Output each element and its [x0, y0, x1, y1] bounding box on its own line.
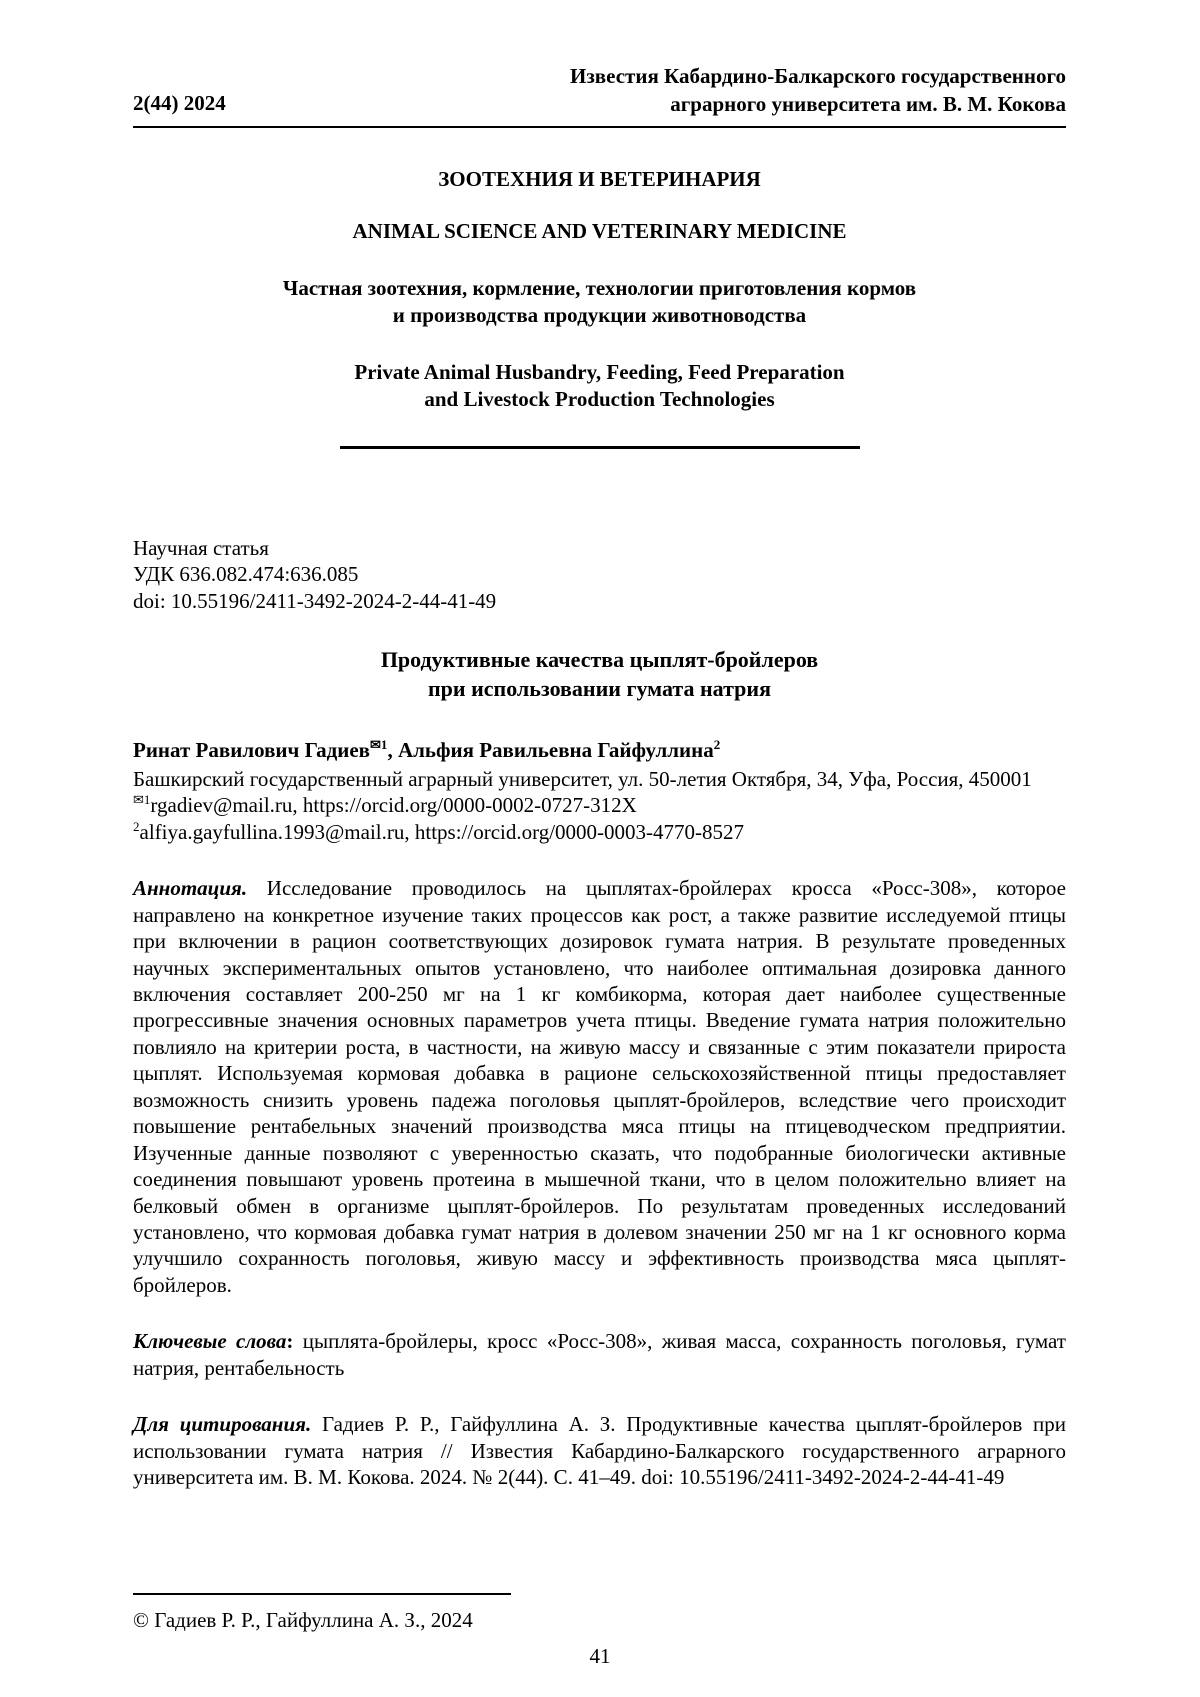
article-title-line1: Продуктивные качества цыплят-бройлеров — [380, 647, 819, 673]
citation — [133, 1411, 1066, 1490]
copyright-line: © Гадиев Р. Р., Гайфуллина А. З., 2024 — [133, 1607, 473, 1632]
article-title — [133, 646, 1066, 703]
authors-separator: , — [387, 738, 398, 763]
contact1-superscript: ✉1 — [133, 792, 151, 808]
contact-line-1 — [133, 792, 1066, 818]
footer-rule — [133, 1593, 511, 1595]
section-title-en: ANIMAL SCIENCE AND VETERINARY MEDICINE — [352, 219, 847, 244]
issue-number: 2(44) 2024 — [133, 91, 226, 116]
contact-line-2 — [133, 819, 1066, 845]
keywords-text: цыплята-бройлеры, кросс «Росс-308», живая масса, сохранность поголовья, гумат натрия, рентабельность — [133, 1329, 1066, 1380]
keywords-label: Ключевые слова — [133, 1329, 287, 1354]
article-meta — [133, 535, 1066, 614]
affiliation: Башкирский государственный аграрный университет, ул. 50-летия Октября, 34, Уфа, Россия, 450001 — [133, 766, 1032, 791]
contact2-superscript: 2 — [133, 818, 140, 834]
contact2-email-orcid[interactable]: alfiya.gayfullina.1993@mail.ru, https://orcid.org/0000-0003-4770-8527 — [139, 819, 745, 844]
section-title-ru: ЗООТЕХНИЯ И ВЕТЕРИНАРИЯ — [438, 166, 761, 191]
page-header — [133, 62, 1066, 119]
keywords-colon: : — [286, 1329, 294, 1354]
author2-name: Альфия Равильевна Гайфуллина — [397, 738, 714, 763]
journal-title-line2: аграрного университета им. В. М. Кокова — [670, 92, 1066, 117]
abstract-label: Аннотация. — [133, 876, 248, 901]
contact1-email-orcid[interactable]: rgadiev@mail.ru, https://orcid.org/0000-0002-0727-312X — [150, 793, 637, 818]
header-rule — [133, 126, 1066, 128]
journal-title — [570, 62, 1066, 119]
subsection-ru-line1: Частная зоотехния, кормление, технологии приготовления кормов — [282, 275, 917, 300]
author1-superscript: ✉1 — [370, 737, 388, 753]
citation-text: Гадиев Р. Р., Гайфуллина А. З. Продуктивные качества цыплят-бройлеров при использовании гумата натрия // Известия Кабардино-Балкарского государственного аграрного университета им. В. М. Кокова. 2024. № 2(44). С. 41–49. doi: 10.55196/2411-3492-2024-2-44-41-49 — [133, 1412, 1066, 1490]
udc-number: УДК 636.082.474:636.085 — [133, 562, 359, 587]
citation-label: Для цитирования. — [133, 1412, 312, 1437]
author2-superscript: 2 — [713, 737, 721, 753]
keywords — [133, 1328, 1066, 1381]
doi-line: doi: 10.55196/2411-3492-2024-2-44-41-49 — [133, 588, 497, 613]
author1-name: Ринат Равилович Гадиев — [133, 738, 371, 763]
subsection-en-line2: and Livestock Production Technologies — [424, 387, 775, 412]
abstract-text: Исследование проводилось на цыплятах-бройлерах кросса «Росс-308», которое направлено на конкретное изучение таких процессов как рост, а также развитие исследуемой птицы при включении в рацион соответствующих дозировок гумата натрия. В результате проведенных научных экспериментальных опытов установлено, что наиболее оптимальная дозировка данного включения составляет 200-250 мг на 1 кг комбикорма, которая дает наиболее существенные прогрессивные значения основных параметров учета птицы. Введение гумата натрия положительно повлияло на критерии роста, в частности, на живую массу и связанные с этим показатели прироста цыплят. Используемая кормовая добавка в рационе сельскохозяйственной птицы предоставляет возможность снизить уровень падежа поголовья цыплят-бройлеров, вследствие чего происходит повышение рентабельных значений производства мяса птицы на птицеводческом предприятии. Изученные данные позволяют с уверенностью сказать, что подобранные биологически активные соединения повышают уровень протеина в мышечной ткани, что в целом положительно влияет на белковый обмен в организме цыплят-бройлеров. По результатам проведенных исследований установлено, что кормовая добавка гумат натрия в долевом значении 250 мг на 1 кг основного корма улучшило сохранность поголовья, живую массу и эффективность производства мяса цыплят-бройлеров. — [133, 876, 1066, 1297]
article-title-line2: при использовании гумата натрия — [428, 675, 771, 701]
subsection-title-ru — [133, 275, 1066, 330]
abstract — [133, 875, 1066, 1298]
subsection-title-en — [133, 359, 1066, 414]
subsection-en-line1: Private Animal Husbandry, Feeding, Feed Preparation — [354, 360, 845, 385]
article-type: Научная статья — [133, 535, 269, 560]
subsection-ru-line2: и производства продукции животноводства — [392, 302, 807, 327]
journal-title-line1: Известия Кабардино-Балкарского государственного — [570, 64, 1066, 88]
page-number: 41 — [589, 1643, 611, 1668]
section-divider — [340, 446, 860, 449]
authors-line — [133, 737, 1066, 763]
